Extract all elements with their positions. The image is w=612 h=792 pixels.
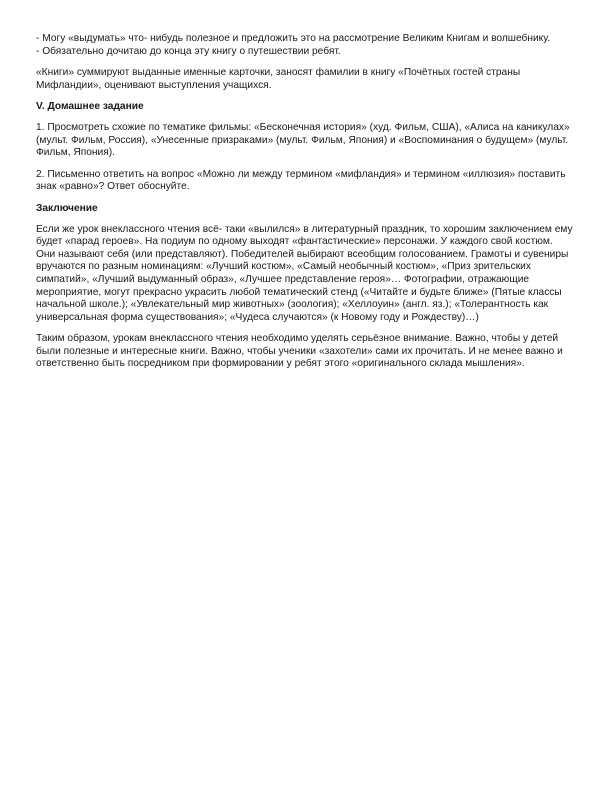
text-line: - Обязательно дочитаю до конца эту книгу о путешествии ребят.: [36, 45, 341, 57]
text-line: Фильм, Япония).: [36, 147, 115, 159]
text-line: Если же урок внеклассного чтения всё- таки «вылился» в литературный праздник, то хорошим заключением ему: [36, 223, 573, 235]
text-line: симпатий», «Лучший выдуманный образ», «Лучшее представление героя»… Фотографии, отражающие: [36, 273, 530, 285]
paragraph-homework-2: [36, 169, 578, 194]
paragraph-homework-1: [36, 122, 578, 160]
heading-conclusion: [36, 203, 578, 216]
text-line: будет «парад героев». На подиум по одному выходят «фантастические» персонажи. У каждого свой костюм.: [36, 236, 553, 248]
document-content: [36, 33, 578, 380]
text-line: Таким образом, урокам внеклассного чтения необходимо уделять серьёзное внимание. Важно, чтобы у детей: [36, 333, 559, 345]
paragraph-final-thoughts: [36, 333, 578, 371]
text-line: Они называют себя (или представляют). Победителей выбирают всеобщим голосованием. Грамоты и сувениры: [36, 248, 569, 260]
text-line: - Могу «выдумать» что- нибудь полезное и предложить это на рассмотрение Великим Книгам и волшебнику.: [36, 33, 551, 44]
paragraph-books-summary: [36, 67, 578, 92]
text-line: ответственно быть посредником при формировании у ребят этого «оригинального склада мышления».: [36, 358, 525, 370]
heading-homework: [36, 101, 578, 114]
text-line: 1. Просмотреть схожие по тематике фильмы: «Бесконечная история» (худ. Фильм, США), «Алиса на каникулах»: [36, 121, 570, 133]
text-line: «Книги» суммируют выданные именные карточки, заносят фамилии в книгу «Почётных гостей страны: [36, 67, 521, 79]
heading-text: V. Домашнее задание: [36, 101, 144, 113]
text-line: были полезные и интересные книги. Важно, чтобы ученики «захотели» сами их прочитать. И не менее важно и: [36, 345, 563, 357]
text-line: (мульт. Фильм, Россия), «Унесенные призраками» (мульт. Фильм, Япония) и «Воспоминания о будущем» (мульт.: [36, 134, 569, 146]
text-line: 2. Письменно ответить на вопрос «Можно ли между термином «мифландия» и термином «иллюзия» поставить: [36, 168, 566, 180]
text-line: универсальная форма существования»; «Чудеса случаются» (к Новому году и Рождеству)…): [36, 311, 479, 323]
text-line: мероприятие, могут прекрасно украсить любой тематический стенд («Читайте и будьте ближе» (Пятые классы: [36, 286, 562, 298]
text-line: вручаются по разным номинациям: «Лучший костюм», «Самый необычный костюм», «Приз зрительских: [36, 261, 531, 273]
paragraph-self-reflection: [36, 33, 578, 58]
text-line: знак «равно»? Ответ обоснуйте.: [36, 181, 190, 193]
heading-text: Заключение: [36, 202, 98, 214]
paragraph-parade-of-heroes: [36, 224, 578, 325]
text-line: Мифландии», оценивают выступления учащихся.: [36, 79, 272, 91]
text-line: начальной школе.); «Увлекательный мир животных» (зоология); «Хеллоуин» (англ. яз.); «Толерантность как: [36, 299, 549, 311]
